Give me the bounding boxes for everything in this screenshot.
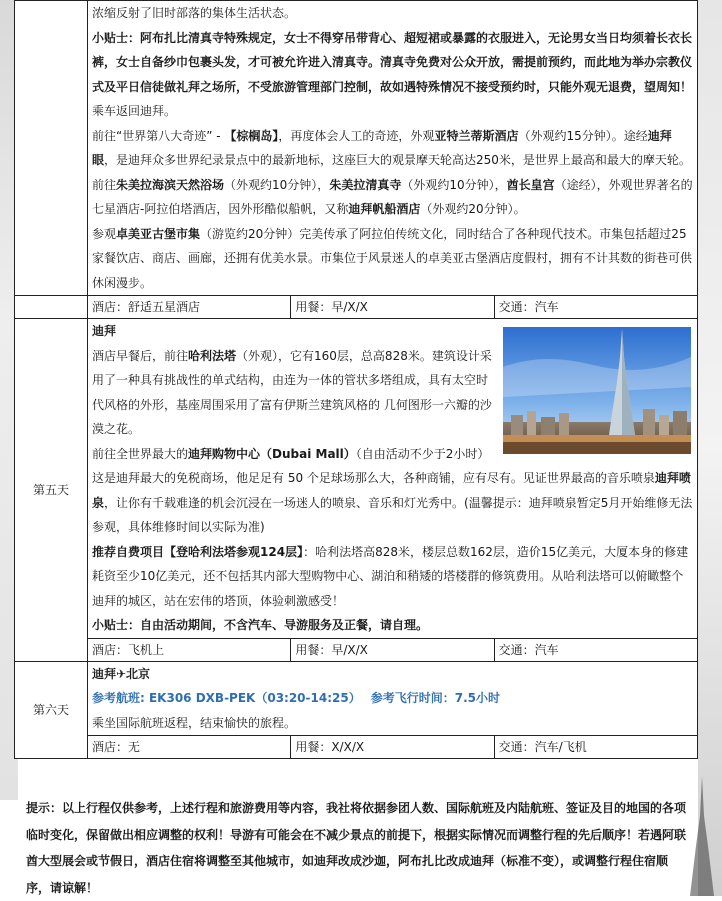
atlantis-hotel-name: 亚特兰蒂斯酒店: [434, 128, 519, 143]
day6-hotel: 酒店：无: [88, 736, 291, 759]
text: （外观约10分钟），: [401, 177, 507, 192]
day5-transport: 交通：汽车: [494, 638, 697, 661]
dubai-mall-name: 迪拜购物中心（Dubai Mall）: [188, 446, 356, 461]
text: （途经），外观世界著名的七星酒店-阿拉伯塔酒店，因外形酷似船帆，又称: [92, 177, 693, 216]
day4-content-cell: [88, 1, 698, 296]
text: （外观约20分钟）。: [420, 202, 526, 216]
day5-info-row: [15, 638, 698, 661]
day4-market-paragraph: [92, 222, 693, 296]
day5-title: 迪拜: [92, 324, 117, 338]
text: （外观约10分钟），: [224, 177, 330, 192]
text: 参观: [92, 226, 117, 241]
day5-tip: 小贴士：自由活动期间，不含汽车、导游服务及正餐，请自理。: [92, 618, 429, 632]
text: 酒店早餐后，前往: [92, 348, 189, 363]
day6-title: 迪拜✈北京: [92, 666, 151, 681]
flight-time-value: 7.5小时: [454, 691, 500, 705]
day4-line1: 浓缩反射了旧时部落的集体生活状态。: [92, 6, 297, 20]
day4-day-cell: [15, 1, 88, 296]
day5-label: 第五天: [15, 319, 88, 662]
day4-transport: 交通：汽车: [494, 296, 697, 319]
day4-tip: 小贴士：阿布扎比清真寺特殊规定，女士不得穿吊带背心、超短裙或暴露的衣服进入，无论男女当日均须着长衣长裤，女士自备纱巾包裹头发，才可被允许进入清真寺。清真寺免费对公众开放，需提前预约，而此地为举办宗教仪式及平日信徒做礼拜之场所，不受旅游管理部门控制，故如遇特殊情况不接受预约时，只能外观无退费，望周知！: [92, 30, 693, 94]
day4-palm-paragraph: [92, 124, 693, 222]
dubai-fountain-name: 迪拜喷泉: [92, 471, 691, 510]
souk-madinat-name: 卓美亚古堡市集: [116, 226, 201, 241]
itinerary-table: [14, 0, 698, 759]
day5-mall-paragraph: [92, 442, 693, 540]
day5-content-row: [15, 319, 698, 639]
day5-meal: 用餐：早/X/X: [291, 638, 494, 661]
day4-return: 乘车返回迪拜。: [92, 104, 177, 118]
text: （外观约15分钟）。途经: [518, 128, 648, 143]
text: ：哈利法塔高828米，楼层总数162层，造价15亿美元，大厦本身的修建耗资至少10亿美元，还不包括其内部大型购物中心、湖泊和稍矮的塔楼群的修筑费用。从哈利法塔可以俯瞰整个迪拜的城区，站在宏伟的塔顶，体验刺激感受！: [92, 544, 689, 608]
day4-hotel: 酒店：舒适五星酒店: [88, 296, 291, 319]
flight-label: 参考航班:: [92, 691, 149, 705]
day4-content-row: [15, 1, 698, 296]
flight-number: EK306 DXB-PEK（03:20-14:25）: [148, 691, 361, 705]
text: 前往“世界第八大奇迹” -: [92, 128, 225, 143]
day6-info-row: [15, 736, 698, 759]
text: （自由活动不少于2小时）这是迪拜最大的免税商场，他足足有 50 个足球场那么大，各种商铺，应有尽有。见证世界最高的音乐喷泉: [92, 446, 655, 485]
day5-hotel: 酒店：飞机上: [88, 638, 291, 661]
burj-khalifa-image: [503, 327, 691, 454]
dubai-eye-name: 迪拜眼: [92, 128, 672, 167]
flight-time-label: 参考飞行时间：: [370, 691, 455, 705]
text: ，让你有千载难逢的机会沉浸在一场迷人的喷泉、音乐和灯光秀中。(温馨提示：迪拜喷泉暂定5月开始维修无法参观，具体维修时间以实际为准): [92, 495, 693, 534]
right-background-strip: [698, 0, 722, 896]
text: 前往全世界最大的: [92, 446, 189, 461]
day4-meal: 用餐：早/X/X: [291, 296, 494, 319]
day6-label: 第六天: [15, 661, 88, 759]
sheikh-palace-name: 酋长皇宫: [506, 177, 555, 192]
optional-tour-title: 推荐自费项目【登哈利法塔参观124层】: [92, 544, 304, 559]
day5-recommend-paragraph: [92, 540, 693, 614]
burj-al-arab-name: 迪拜帆船酒店: [348, 202, 421, 216]
text: （游览约20分钟）完美传承了阿拉伯传统文化，同时结合了各种现代技术。市集包括超过25家餐饮店、商店、画廊，还拥有优美水景。市集位于风景迷人的卓美亚古堡酒店度假村，拥有不计其数的街巷可供休闲漫步。: [92, 226, 693, 290]
day6-desc: 乘坐国际航班返程，结束愉快的旅程。: [92, 715, 297, 730]
text: ，再度体会人工的奇迹，外观: [278, 128, 435, 143]
day4-day-cell-lower: [15, 296, 88, 319]
text: （外观），它有160层，总高828米。建筑设计采用了一种具有挑战性的单式结构，由连为一体的管状多塔组成，具有太空时代风格的外形，基座周围采用了富有伊斯兰建筑风格的 几何图形一六瓣的沙漠之花。: [92, 348, 492, 436]
day6-content-cell: [88, 661, 698, 736]
day4-info-row: [15, 296, 698, 319]
burj-khalifa-name: 哈利法塔: [188, 348, 237, 363]
day6-meal: 用餐：X/X/X: [291, 736, 494, 759]
day5-content-cell: [88, 319, 698, 639]
text: ，是迪拜众多世界纪录景点中的最新地标，这座巨大的观景摩天轮高达250米，是世界上最高和最大的摩天轮。前往: [92, 153, 691, 192]
day6-transport: 交通：汽车/飞机: [494, 736, 697, 759]
day6-content-row: [15, 661, 698, 736]
day6-flight-line: [92, 686, 693, 711]
burj-khalifa-photo: [503, 327, 691, 454]
itinerary-notice: 提示：以上行程仅供参考，上述行程和旅游费用等内容，我社将依据参团人数、国际航班及内陆航班、签证及目的地国的各项临时变化，保留做出相应调整的权利！导游有可能会在不减少景点的前提下，根据实际情况而调整行程的先后顺序！若遇阿联酋大型展会或节假日，酒店住宿将调整至其他城市，如迪拜改成沙迦，阿布扎比改成迪拜（标准不变），或调整行程住宿顺序，请谅解！: [26, 801, 687, 895]
palm-island-name: 【棕榈岛】: [224, 128, 279, 143]
jumeirah-mosque-name: 朱美拉清真寺: [329, 177, 402, 192]
jumeirah-beach-name: 朱美拉海滨天然浴场: [116, 177, 225, 192]
